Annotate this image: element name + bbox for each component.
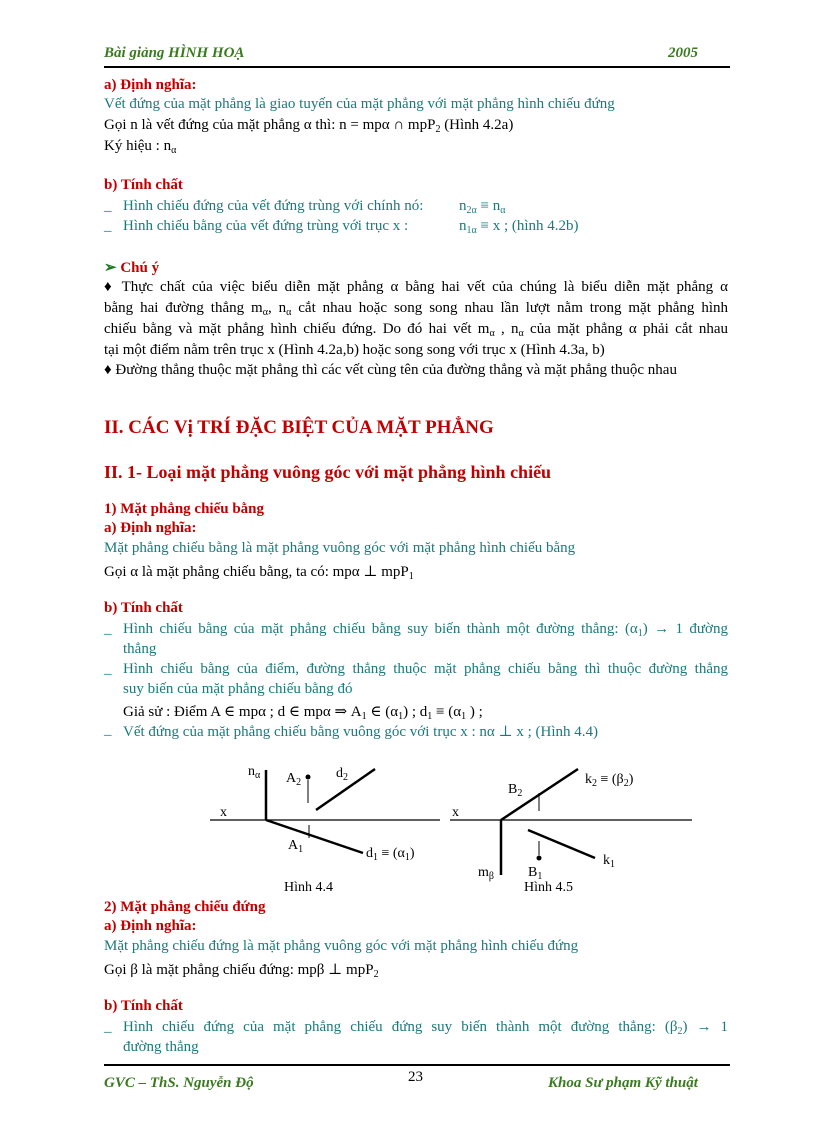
dash: _ [104, 661, 112, 677]
m1-prop-2-line-1: Hình chiếu bằng của điểm, đường thẳng thuộc mặt phẳng chiếu bằng thì thuộc đường thẳng [123, 661, 728, 677]
m1-prop-1-line-1: Hình chiếu bằng của mặt phẳng chiếu bằng suy biến thành một đường thẳng: $(\alpha_1) \to 1$ đường [123, 621, 728, 639]
b2-label: $B_2$ [508, 782, 523, 799]
m2-prop-1-line-1: Hình chiếu đứng của mặt phẳng chiếu đứng suy biến thành một đường thẳng: $(\beta_2) \to 1$ [123, 1019, 729, 1037]
d1-label: $d_1 \equiv (\alpha_1)$ [366, 846, 415, 863]
dash: _ [104, 722, 112, 738]
figure-4-5-caption: Hình 4.5 [524, 880, 573, 895]
header-title: Bài giảng HÌNH HOẠ [104, 45, 245, 61]
arrow-icon: ➢ [104, 260, 117, 276]
note-2: ♦ Đường thẳng thuộc mặt phẳng thì các vết cùng tên của đường thẳng và mặt phẳng thuộc nhau [104, 362, 677, 378]
m2-def-text: Mặt phẳng chiếu đứng là mặt phẳng vuông góc với mặt phẳng hình chiếu đứng [104, 938, 579, 954]
prop-1-formula: $n_{2\alpha} \equiv n_\alpha$ [459, 198, 506, 216]
figure-4-5 [440, 755, 700, 900]
m1-formula: Gọi α là mặt phẳng chiếu bằng, ta có: mpα ⊥ mpP$_1$ [104, 564, 414, 582]
b1-point [537, 856, 542, 861]
note-1-line-2: bằng hai đường thẳng $m_\alpha$, $n_\alpha$ cắt nhau hoặc song song nhau lần lượt nằm trong mặt phẳng hình [104, 300, 729, 318]
note-heading: ➢ Chú ý [104, 260, 160, 276]
k2-label: $k_2 \equiv (\beta_2)$ [585, 772, 634, 789]
prop-1: Hình chiếu đứng của vết đứng trùng với chính nó: [123, 198, 424, 214]
m1-prop-3: Vết đứng của mặt phẳng chiếu bằng vuông góc với trục x : nα ⊥ x ; (Hình 4.4) [123, 724, 599, 740]
d2-label: $d_2$ [336, 766, 348, 783]
header-year: 2005 [668, 45, 698, 61]
trace-formula: Gọi n là vết đứng của mặt phẳng α thì: n = mpα ∩ mpP$_2$ (Hình 4.2a) [104, 117, 514, 135]
m1-def-text: Mặt phẳng chiếu bằng là mặt phẳng vuông góc với mặt phẳng hình chiếu bằng [104, 540, 576, 556]
b1-label: $B_1$ [528, 865, 543, 882]
m-beta-label: $m_\beta$ [478, 865, 494, 882]
x-label: x [452, 805, 459, 820]
def-text: Vết đứng của mặt phẳng là giao tuyến của mặt phẳng với mặt phẳng hình chiếu đứng [104, 96, 615, 112]
m1-prop-title: b) Tính chất [104, 600, 183, 616]
note-1-line-3: chiếu bằng và mặt phẳng hình chiếu đứng. Do đó hai vết $m_\alpha$ , $n_\alpha$ của mặt phẳng α phải cắt nhau [104, 321, 728, 339]
footer-rule [104, 1064, 730, 1066]
subsection-title: II. 1- Loại mặt phẳng vuông góc với mặt phẳng hình chiếu [104, 462, 552, 482]
note-1-line-4: tại một điểm nằm trên trục x (Hình 4.2a,b) hoặc song song với trục x (Hình 4.3a, b) [104, 342, 605, 358]
figure-4-4-caption: Hình 4.4 [284, 880, 333, 895]
prop-2: Hình chiếu bằng của vết đứng trùng với trục x : [123, 218, 409, 234]
footer-dept: Khoa Sư phạm Kỹ thuật [548, 1075, 698, 1091]
k1-label: $k_1$ [603, 853, 615, 870]
def-title: a) Định nghĩa: [104, 77, 197, 93]
dash: _ [104, 198, 112, 214]
m2-def-title: a) Định nghĩa: [104, 918, 197, 934]
prop-title: b) Tính chất [104, 177, 183, 193]
dash: _ [104, 218, 112, 234]
m2-title: 2) Mặt phẳng chiếu đứng [104, 899, 266, 915]
m2-prop-title: b) Tính chất [104, 998, 183, 1014]
m1-prop-1-line-2: thẳng [123, 641, 157, 657]
prop-2-formula: $n_{1\alpha} \equiv x$ ; (hình 4.2b) [459, 218, 579, 236]
dash: _ [104, 1019, 112, 1035]
m1-def-title: a) Định nghĩa: [104, 520, 197, 536]
page-number: 23 [408, 1069, 423, 1085]
notation: Ký hiệu : $n_\alpha$ [104, 138, 177, 156]
a2-label: $A_2$ [286, 771, 302, 788]
header-rule [104, 66, 730, 68]
n-alpha-label: $n_\alpha$ [248, 764, 261, 781]
m2-formula: Gọi β là mặt phẳng chiếu đứng: mpβ ⊥ mpP$_2$ [104, 962, 379, 980]
m1-prop-2-line-2: suy biến của mặt phẳng chiếu bằng đó [123, 681, 353, 697]
section-title: II. CÁC Vị TRÍ ĐẶC BIỆT CỦA MẶT PHẲNG [104, 417, 494, 438]
a1-label: $A_1$ [288, 838, 304, 855]
m2-prop-1-line-2: đường thẳng [123, 1039, 199, 1055]
dash: _ [104, 621, 112, 637]
footer-author: GVC – ThS. Nguyễn Độ [104, 1075, 254, 1091]
alpha1-line [266, 820, 363, 853]
figure-4-4 [200, 755, 450, 900]
x-label: x [220, 805, 227, 820]
m1-title: 1) Mặt phẳng chiếu bằng [104, 501, 265, 517]
k1-line [528, 830, 595, 858]
m1-example: Giả sử : Điểm A ∈ mpα ; d ∈ mpα ⇒ $A_1$ ∈ $(\alpha_1)$ ; $d_1 \equiv (\alpha_1$ ) ; [123, 704, 483, 722]
a2-point [306, 775, 311, 780]
note-1-line-1: ♦ Thực chất của việc biểu diễn mặt phẳng α bằng hai vết của chúng là biểu diễn mặt phẳng α [104, 279, 728, 295]
